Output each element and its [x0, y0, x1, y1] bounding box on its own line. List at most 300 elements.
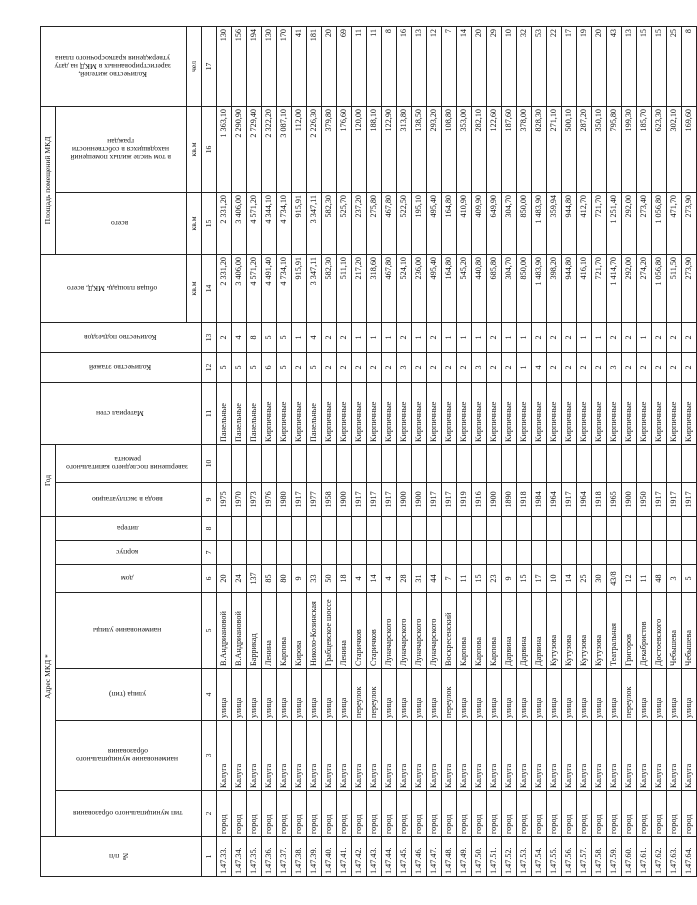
cell-mname: Калуга [622, 721, 637, 791]
cell-mname: Калуга [457, 721, 472, 791]
cell-house: 17 [532, 565, 547, 593]
cell-floors: 5 [217, 352, 232, 382]
cell-entrances: 1 [457, 322, 472, 352]
cell-sname: Николо-Козинская [307, 593, 322, 669]
row-num: 1.47.54. [532, 837, 547, 877]
cell-korpus [667, 541, 682, 565]
cell-korpus [607, 541, 622, 565]
cell-repair [457, 444, 472, 482]
cell-wall: Кирпичные [382, 382, 397, 444]
cell-wall: Кирпичные [487, 382, 502, 444]
cell-house: 23 [487, 565, 502, 593]
cell-built: 1917 [667, 482, 682, 516]
cell-mname: Калуга [487, 721, 502, 791]
cell-residents: 41 [292, 26, 307, 106]
cell-mtype: город [442, 791, 457, 837]
cell-floors: 2 [592, 352, 607, 382]
cell-total-area: 721,70 [592, 254, 607, 322]
cell-repair [367, 444, 382, 482]
cell-floors: 2 [367, 352, 382, 382]
cell-residents: 170 [277, 26, 292, 106]
table-row [337, 26, 352, 876]
cell-area-own: 169,60 [682, 106, 697, 192]
cell-wall: Кирпичные [397, 382, 412, 444]
cell-korpus [532, 541, 547, 565]
cell-house: 50 [322, 565, 337, 593]
cell-repair [682, 444, 697, 482]
cell-area-all: 1 056,80 [652, 192, 667, 254]
cell-mtype: город [532, 791, 547, 837]
cell-floors: 3 [607, 352, 622, 382]
cell-floors: 1 [517, 352, 532, 382]
cell-residents: 15 [637, 26, 652, 106]
table-row [622, 26, 637, 876]
cell-korpus [277, 541, 292, 565]
cell-total-area: 217,20 [352, 254, 367, 322]
cell-area-all: 1 483,90 [532, 192, 547, 254]
cell-stype: улица [232, 669, 247, 721]
header-mname: наименование муниципального образования [56, 721, 202, 791]
cell-house: 11 [637, 565, 652, 593]
cell-repair [532, 444, 547, 482]
cell-wall: Кирпичные [652, 382, 667, 444]
cell-repair [577, 444, 592, 482]
cell-entrances: 2 [607, 322, 622, 352]
cell-litera [292, 516, 307, 540]
cell-residents: 69 [337, 26, 352, 106]
cell-residents: 14 [457, 26, 472, 106]
cell-floors: 2 [412, 352, 427, 382]
cell-area-own: 500,10 [562, 106, 577, 192]
cell-sname: Карпова [487, 593, 502, 669]
row-num: 1.47.38. [292, 837, 307, 877]
table-row [292, 26, 307, 876]
cell-total-area: 3 406,00 [232, 254, 247, 322]
cell-mtype: город [547, 791, 562, 837]
cell-korpus [502, 541, 517, 565]
cell-built: 1975 [217, 482, 232, 516]
cell-sname: Театральная [607, 593, 622, 669]
cell-sname: Луначарского [382, 593, 397, 669]
cell-mname: Калуга [217, 721, 232, 791]
cell-built: 1900 [337, 482, 352, 516]
cell-residents: 32 [517, 26, 532, 106]
cell-litera [382, 516, 397, 540]
table-header [41, 26, 217, 876]
col-number: 17 [202, 26, 217, 106]
header-korpus: корпус [56, 541, 202, 565]
cell-repair [397, 444, 412, 482]
table-row [652, 26, 667, 876]
cell-korpus [307, 541, 322, 565]
cell-mname: Калуга [412, 721, 427, 791]
cell-wall: Кирпичные [517, 382, 532, 444]
cell-repair [412, 444, 427, 482]
cell-litera [397, 516, 412, 540]
row-num: 1.47.57. [577, 837, 592, 877]
cell-litera [502, 516, 517, 540]
cell-korpus [262, 541, 277, 565]
cell-house: 48 [652, 565, 667, 593]
cell-total-area: 524,10 [397, 254, 412, 322]
cell-residents: 20 [322, 26, 337, 106]
cell-residents: 19 [577, 26, 592, 106]
cell-mtype: город [307, 791, 322, 837]
cell-total-area: 685,80 [487, 254, 502, 322]
table-row [262, 26, 277, 876]
cell-area-own: 623,30 [652, 106, 667, 192]
row-num: 1.47.44. [382, 837, 397, 877]
row-num: 1.47.45. [397, 837, 412, 877]
cell-stype: улица [547, 669, 562, 721]
cell-mname: Калуга [577, 721, 592, 791]
cell-korpus [637, 541, 652, 565]
cell-stype: улица [652, 669, 667, 721]
row-num: 1.47.62. [652, 837, 667, 877]
cell-mname: Калуга [517, 721, 532, 791]
cell-built: 1918 [517, 482, 532, 516]
cell-residents: 12 [427, 26, 442, 106]
cell-built: 1890 [502, 482, 517, 516]
row-num: 1.47.43. [367, 837, 382, 877]
cell-house: 33 [307, 565, 322, 593]
cell-entrances: 1 [352, 322, 367, 352]
table-row [562, 26, 577, 876]
cell-floors: 2 [352, 352, 367, 382]
cell-entrances: 2 [427, 322, 442, 352]
header-floors: Количество этажей [41, 352, 202, 382]
row-num: 1.47.64. [682, 837, 697, 877]
table-row [517, 26, 532, 876]
table-row [502, 26, 517, 876]
cell-area-own: 378,00 [517, 106, 532, 192]
cell-entrances: 2 [532, 322, 547, 352]
table-row [307, 26, 322, 876]
cell-area-all: 275,80 [367, 192, 382, 254]
cell-mtype: город [337, 791, 352, 837]
cell-litera [427, 516, 442, 540]
cell-litera [667, 516, 682, 540]
cell-entrances: 2 [487, 322, 502, 352]
cell-repair [562, 444, 577, 482]
cell-sname: Чебышева [682, 593, 697, 669]
cell-stype: улица [607, 669, 622, 721]
col-number: 13 [202, 322, 217, 352]
cell-built: 1970 [232, 482, 247, 516]
cell-korpus [592, 541, 607, 565]
cell-floors: 3 [397, 352, 412, 382]
cell-residents: 13 [622, 26, 637, 106]
cell-litera [622, 516, 637, 540]
cell-sname: Ленина [262, 593, 277, 669]
cell-litera [637, 516, 652, 540]
table-row [487, 26, 502, 876]
cell-wall: Кирпичные [292, 382, 307, 444]
cell-area-all: 1 251,40 [607, 192, 622, 254]
cell-entrances: 1 [292, 322, 307, 352]
cell-stype: улица [502, 669, 517, 721]
cell-stype: улица [532, 669, 547, 721]
cell-floors: 2 [682, 352, 697, 382]
cell-house: 28 [397, 565, 412, 593]
cell-stype: переулок [352, 669, 367, 721]
cell-built: 1917 [367, 482, 382, 516]
cell-built: 1976 [262, 482, 277, 516]
cell-wall: Кирпичные [607, 382, 622, 444]
cell-stype: улица [307, 669, 322, 721]
cell-litera [562, 516, 577, 540]
cell-wall: Кирпичные [262, 382, 277, 444]
cell-sname: Луначарского [427, 593, 442, 669]
cell-repair [547, 444, 562, 482]
cell-residents: 53 [532, 26, 547, 106]
cell-house: 30 [592, 565, 607, 593]
col-number: 16 [202, 106, 217, 192]
header-area-group: Площадь помещений МКД [41, 106, 56, 254]
cell-total-area: 4 491,40 [262, 254, 277, 322]
cell-sname: Дарвина [517, 593, 532, 669]
cell-entrances: 1 [412, 322, 427, 352]
cell-house: 43/8 [607, 565, 622, 593]
cell-korpus [337, 541, 352, 565]
table-row [382, 26, 397, 876]
row-num: 1.47.39. [307, 837, 322, 877]
cell-mtype: город [217, 791, 232, 837]
cell-residents: 20 [592, 26, 607, 106]
cell-residents: 20 [472, 26, 487, 106]
cell-stype: улица [682, 669, 697, 721]
cell-litera [532, 516, 547, 540]
cell-korpus [352, 541, 367, 565]
cell-korpus [427, 541, 442, 565]
cell-repair [247, 444, 262, 482]
cell-sname: Кутузова [592, 593, 607, 669]
table-row [607, 26, 622, 876]
cell-area-all: 4 571,20 [247, 192, 262, 254]
table-row [637, 26, 652, 876]
cell-litera [232, 516, 247, 540]
cell-korpus [682, 541, 697, 565]
cell-residents: 11 [352, 26, 367, 106]
column-number-row [202, 26, 217, 876]
cell-repair [442, 444, 457, 482]
cell-mname: Калуга [607, 721, 622, 791]
cell-residents: 130 [217, 26, 232, 106]
col-number: 8 [202, 516, 217, 540]
cell-wall: Кирпичные [412, 382, 427, 444]
header-unit-total: кв.м [187, 254, 202, 322]
cell-korpus [487, 541, 502, 565]
cell-repair [322, 444, 337, 482]
row-num: 1.47.52. [502, 837, 517, 877]
cell-repair [607, 444, 622, 482]
cell-total-area: 440,80 [472, 254, 487, 322]
col-number: 14 [202, 254, 217, 322]
cell-entrances: 4 [307, 322, 322, 352]
cell-area-own: 2 226,30 [307, 106, 322, 192]
cell-litera [367, 516, 382, 540]
row-num: 1.47.48. [442, 837, 457, 877]
cell-mname: Калуга [427, 721, 442, 791]
cell-repair [487, 444, 502, 482]
cell-floors: 2 [427, 352, 442, 382]
cell-floors: 2 [457, 352, 472, 382]
cell-total-area: 4 734,10 [277, 254, 292, 322]
cell-mtype: город [517, 791, 532, 837]
cell-sname: Ленина [337, 593, 352, 669]
cell-area-own: 122,90 [382, 106, 397, 192]
cell-mtype: город [427, 791, 442, 837]
cell-korpus [547, 541, 562, 565]
cell-sname: Луначарского [412, 593, 427, 669]
cell-mtype: город [637, 791, 652, 837]
cell-area-own: 138,50 [412, 106, 427, 192]
cell-house: 24 [232, 565, 247, 593]
cell-mtype: город [292, 791, 307, 837]
cell-mtype: город [277, 791, 292, 837]
cell-wall: Кирпичные [532, 382, 547, 444]
cell-mname: Калуга [502, 721, 517, 791]
cell-wall: Кирпичные [442, 382, 457, 444]
table-row [247, 26, 262, 876]
col-number: 9 [202, 482, 217, 516]
col-number: 2 [202, 791, 217, 837]
cell-stype: улица [247, 669, 262, 721]
cell-stype: улица [667, 669, 682, 721]
cell-entrances: 1 [382, 322, 397, 352]
cell-korpus [652, 541, 667, 565]
cell-repair [517, 444, 532, 482]
cell-stype: переулок [622, 669, 637, 721]
col-number: 4 [202, 669, 217, 721]
cell-sname: Кирова [292, 593, 307, 669]
cell-repair [217, 444, 232, 482]
cell-entrances: 2 [682, 322, 697, 352]
cell-house: 80 [277, 565, 292, 593]
cell-house: 15 [472, 565, 487, 593]
cell-korpus [562, 541, 577, 565]
cell-built: 1984 [532, 482, 547, 516]
cell-litera [547, 516, 562, 540]
header-entrances: Количество подъездов [41, 322, 202, 352]
cell-area-own: 120,00 [352, 106, 367, 192]
col-number: 12 [202, 352, 217, 382]
header-unit-all: кв.м [187, 192, 202, 254]
cell-sname: Воскресенский [442, 593, 457, 669]
cell-mname: Калуга [277, 721, 292, 791]
cell-mname: Калуга [307, 721, 322, 791]
cell-litera [442, 516, 457, 540]
cell-house: 11 [457, 565, 472, 593]
cell-sname: Карпова [277, 593, 292, 669]
cell-built: 1917 [652, 482, 667, 516]
cell-floors: 6 [262, 352, 277, 382]
table-row [217, 26, 232, 876]
cell-total-area: 495,40 [427, 254, 442, 322]
cell-floors: 2 [652, 352, 667, 382]
cell-litera [472, 516, 487, 540]
cell-total-area: 511,50 [667, 254, 682, 322]
cell-area-own: 271,10 [547, 106, 562, 192]
cell-stype: улица [277, 669, 292, 721]
cell-area-all: 237,20 [352, 192, 367, 254]
cell-stype: улица [637, 669, 652, 721]
cell-residents: 11 [367, 26, 382, 106]
cell-built: 1917 [562, 482, 577, 516]
header-mtype: тип муниципального образования [56, 791, 202, 837]
cell-repair [427, 444, 442, 482]
cell-stype: улица [592, 669, 607, 721]
row-num: 1.47.42. [352, 837, 367, 877]
col-number: 11 [202, 382, 217, 444]
cell-entrances: 5 [262, 322, 277, 352]
cell-residents: 22 [547, 26, 562, 106]
cell-litera [322, 516, 337, 540]
cell-area-all: 273,40 [637, 192, 652, 254]
cell-wall: Кирпичные [577, 382, 592, 444]
cell-sname: Кутузова [547, 593, 562, 669]
cell-korpus [397, 541, 412, 565]
cell-wall: Кирпичные [322, 382, 337, 444]
cell-mname: Калуга [337, 721, 352, 791]
cell-entrances: 2 [337, 322, 352, 352]
cell-stype: переулок [442, 669, 457, 721]
cell-total-area: 292,00 [622, 254, 637, 322]
table-row [682, 26, 697, 876]
cell-house: 4 [352, 565, 367, 593]
cell-mname: Калуга [247, 721, 262, 791]
cell-area-own: 828,30 [532, 106, 547, 192]
header-total-area: общая площадь МКД, всего [41, 254, 187, 322]
cell-mname: Калуга [397, 721, 412, 791]
cell-korpus [577, 541, 592, 565]
cell-area-all: 3 406,00 [232, 192, 247, 254]
table-row [427, 26, 442, 876]
cell-mtype: город [397, 791, 412, 837]
cell-floors: 5 [307, 352, 322, 382]
row-num: 1.47.36. [262, 837, 277, 877]
cell-area-all: 721,70 [592, 192, 607, 254]
cell-residents: 17 [562, 26, 577, 106]
header-wall: Материал стен [41, 382, 202, 444]
cell-floors: 2 [322, 352, 337, 382]
cell-area-own: 2 322,20 [262, 106, 277, 192]
cell-wall: Панельные [217, 382, 232, 444]
cell-area-own: 3 087,10 [277, 106, 292, 192]
header-stype: улица (тип) [56, 669, 202, 721]
cell-mtype: город [322, 791, 337, 837]
cell-mname: Калуга [592, 721, 607, 791]
cell-litera [337, 516, 352, 540]
header-area-all: всего [56, 192, 187, 254]
cell-total-area: 1 414,70 [607, 254, 622, 322]
table-row [667, 26, 682, 876]
cell-built: 1980 [277, 482, 292, 516]
header-unit-resid: чел [187, 26, 202, 106]
cell-floors: 2 [577, 352, 592, 382]
cell-built: 1958 [322, 482, 337, 516]
cell-litera [577, 516, 592, 540]
cell-entrances: 8 [247, 322, 262, 352]
cell-litera [277, 516, 292, 540]
cell-entrances: 2 [547, 322, 562, 352]
cell-mname: Калуга [262, 721, 277, 791]
cell-floors: 2 [547, 352, 562, 382]
cell-stype: улица [292, 669, 307, 721]
cell-floors: 4 [532, 352, 547, 382]
cell-total-area: 915,91 [292, 254, 307, 322]
header-num: № п/п [41, 837, 202, 877]
